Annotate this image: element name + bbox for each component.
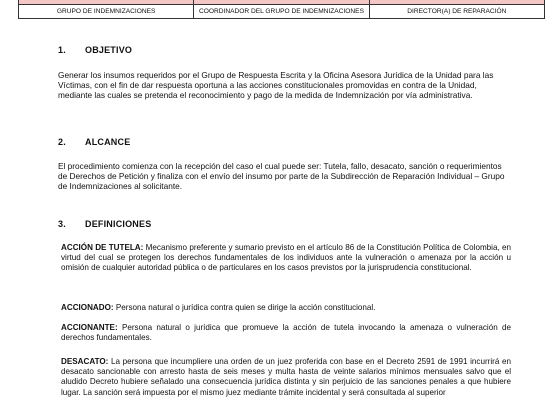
value-aprobo: DIRECTOR(A) DE REPARACIÓN <box>369 5 544 19</box>
section-number: 1. <box>58 45 66 55</box>
section-title-text: OBJETIVO <box>85 45 133 55</box>
definition-term: ACCIONADO: <box>61 303 114 312</box>
section-title-alcance <box>58 137 130 147</box>
section-title-definiciones <box>58 219 151 229</box>
section-title-text: ALCANCE <box>85 137 131 147</box>
signature-table-value-row <box>19 5 545 19</box>
section-title-objetivo <box>58 45 132 55</box>
definition-accion-de-tutela <box>61 243 511 274</box>
signature-table <box>18 0 545 19</box>
definition-term: ACCIONANTE: <box>61 323 118 332</box>
definition-accionado <box>61 303 511 313</box>
definition-accionante <box>61 323 511 343</box>
definition-text: Mecanismo preferente y sumario previsto en el artículo 86 de la Constitución Política de Colombia, en virtud del cual se protegen los derechos fundamentales de los individuos ante la vulneración o amenaza por la acción u omisión de cualquier autoridad pública o de particulares en los casos previstos por la jurisprudencia constitucional. <box>61 243 512 273</box>
definition-term: DESACATO: <box>61 357 109 366</box>
section-title-text: DEFINICIONES <box>85 219 152 229</box>
definition-text: Persona natural o jurídica contra quien se dirige la acción constitucional. <box>115 303 376 312</box>
definition-text: La persona que incumpliere una orden de un juez proferida con base en el Decreto 2591 de 1991 incurrirá en desacato sancionable con arresto hasta de seis meses y multa hasta de veinte salarios mínimos mensuales salvo que el aludido Decreto hubiere señalado una consecuencia jurídica distinta y sin perjuicio de las sanciones penales a que hubiere lugar. La sanción será impuesta por el mismo juez mediante trámite incidental y será consultada al superior <box>61 357 511 397</box>
definition-text: Persona natural o jurídica que promueve la acción de tutela invocando la amenaza o vulneración de derechos fundamentales. <box>61 323 511 343</box>
section-text-objetivo: Generar los insumos requeridos por el Grupo de Respuesta Escrita y la Oficina Asesora Jurídica de la Unidad para las Víctimas, con el fin de dar respuesta oportuna a las acciones constitucionales promovidas en contra de la Unidad, mediante las cuales se pretenda el reconocimiento y pago de la medida de Indemnización por vía administrativa. <box>58 70 494 101</box>
section-number: 2. <box>58 137 66 147</box>
signature-table-header-row <box>19 0 545 5</box>
section-number: 3. <box>58 219 66 229</box>
definition-term: ACCIÓN DE TUTELA: <box>61 243 144 252</box>
section-text-alcance: El procedimiento comienza con la recepción del caso el cual puede ser: Tutela, fallo, desacato, sanción o requerimientos de Derechos de Petición y finaliza con el envío del insumo por parte de la Subdirección de Reparación Individual – Grupo de Indemnizaciones al solicitante. <box>58 161 505 192</box>
value-reviso: COORDINADOR DEL GRUPO DE INDEMNIZACIONES <box>194 5 369 19</box>
value-elaboro: GRUPO DE INDEMNIZACIONES <box>19 5 194 19</box>
definition-desacato <box>61 357 511 398</box>
